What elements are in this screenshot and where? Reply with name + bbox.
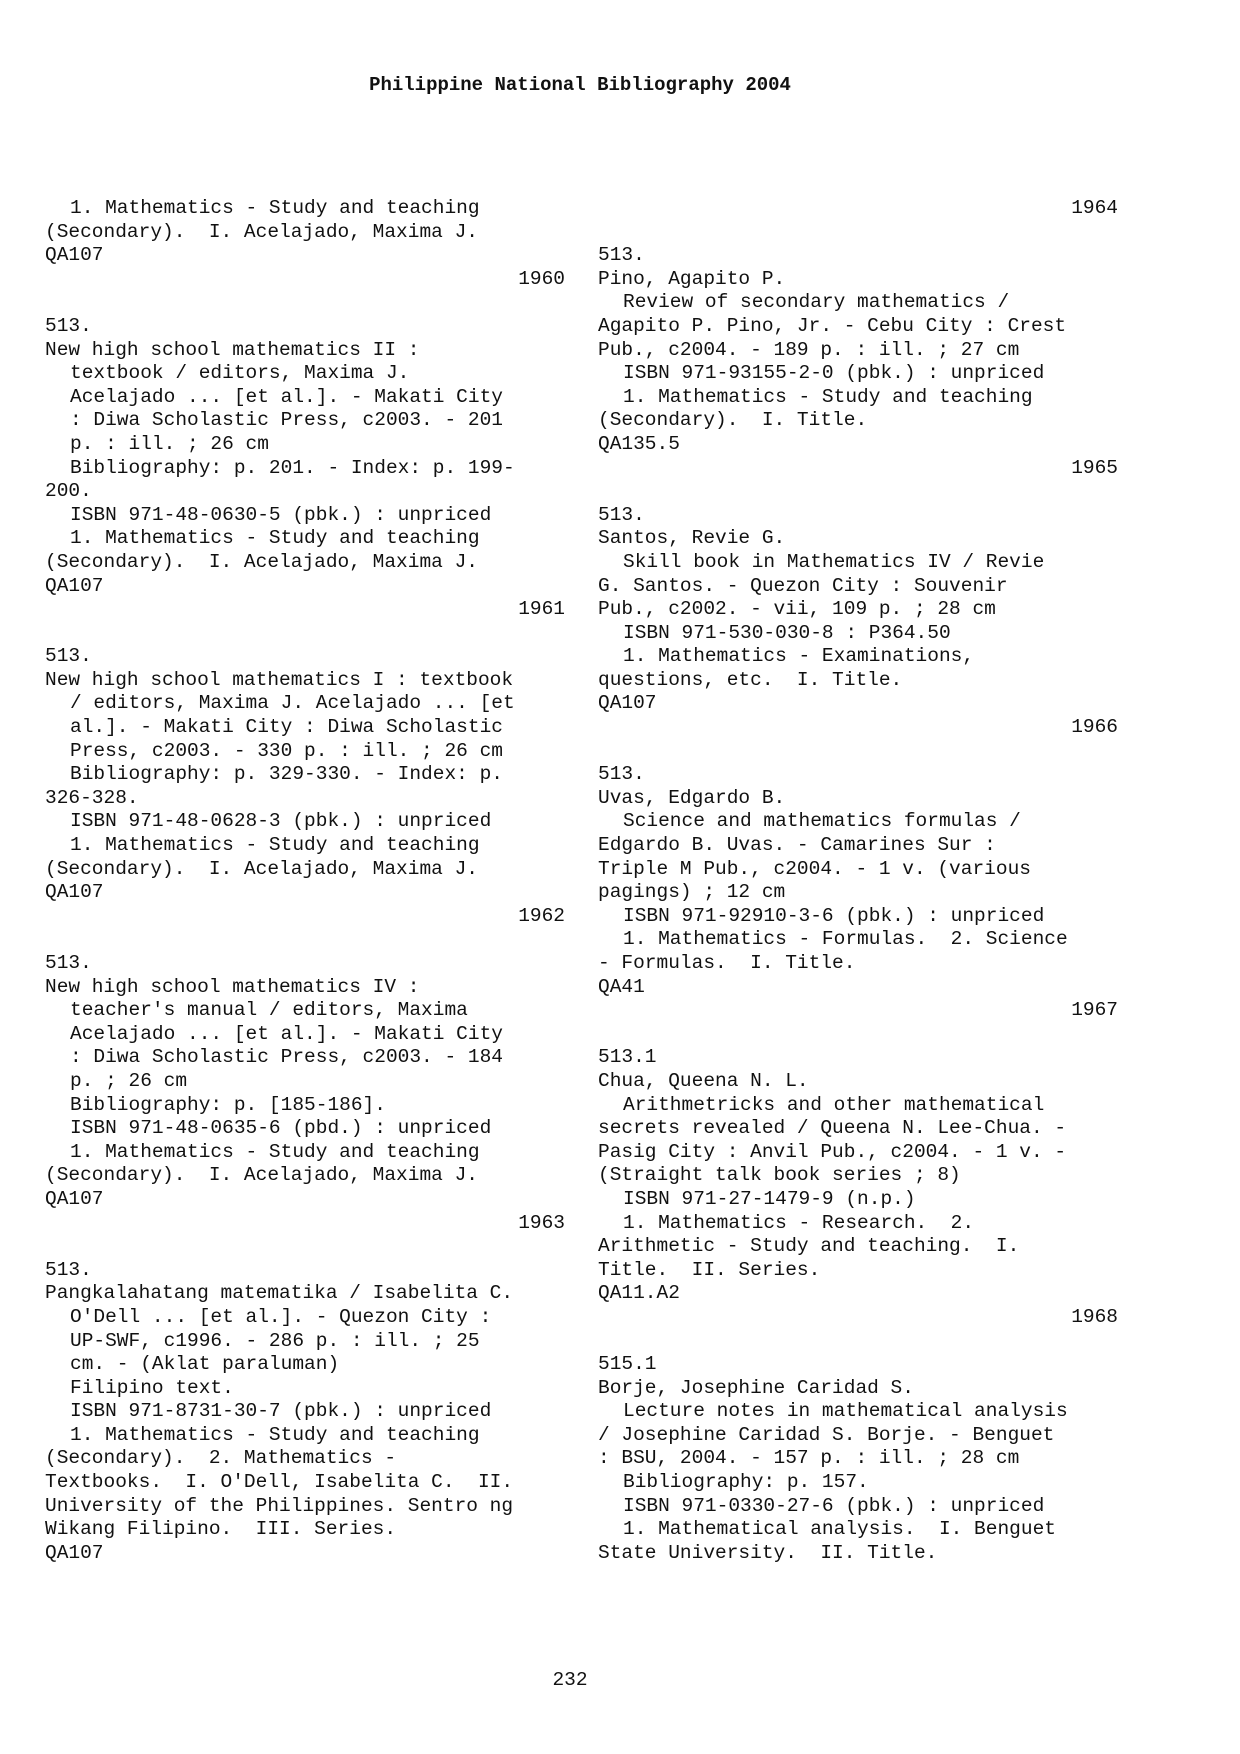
entry-line: Agapito P. Pino, Jr. - Cebu City : Crest [598, 314, 1067, 337]
entry-line: 513. [598, 763, 645, 786]
entry-line: pagings) ; 12 cm [598, 881, 786, 904]
entry-line: G. Santos. - Quezon City : Souvenir [598, 574, 1008, 597]
entry-line: Bibliography: p. 157. [623, 1471, 869, 1494]
entry-line: 1. Mathematics - Research. 2. [623, 1211, 975, 1234]
entry-line: Santos, Revie G. [598, 527, 786, 550]
entry-line: - Formulas. I. Title. [598, 952, 856, 974]
entry-line: Pino, Agapito P. [598, 267, 786, 290]
entry-line: 1. Mathematical analysis. I. Benguet [623, 1518, 1056, 1541]
entry-line: : Diwa Scholastic Press, c2003. - 201 [70, 409, 503, 432]
entry-line: (Straight talk book series ; 8) [598, 1164, 961, 1187]
entry-line: textbook / editors, Maxima J. [70, 362, 410, 385]
entry-line: 1. Mathematics - Study and teaching [70, 1140, 480, 1163]
entry-line: (Secondary). I. Acelajado, Maxima J. [45, 1164, 478, 1187]
entry-line: 200. [45, 480, 92, 503]
left-column [45, 197, 565, 1565]
entry-line: QA107 [45, 244, 104, 267]
entry-line: p. ; 26 cm [70, 1069, 188, 1092]
entry-line: Arithmetic - Study and teaching. I. [598, 1235, 1020, 1258]
entry-line: 1. Mathematics - Study and teaching [70, 1423, 480, 1446]
entry-line: ISBN 971-8731-30-7 (pbk.) : unpriced [70, 1400, 492, 1423]
entry-line: 513. [598, 244, 645, 267]
entry-line: Pub., c2004. - 189 p. : ill. ; 27 cm [598, 338, 1020, 361]
entry-line [598, 480, 1118, 504]
entry-line: (Secondary). I. Acelajado, Maxima J. [45, 550, 478, 573]
entry-line: ISBN 971-48-0628-3 (pbk.) : unpriced [70, 810, 492, 833]
entry-number: 1963 [518, 1211, 565, 1234]
entry-line: Acelajado ... [et al.]. - Makati City [70, 1022, 503, 1045]
entry-line: Triple M Pub., c2004. - 1 v. (various [598, 857, 1031, 880]
entry-line: 1. Mathematics - Study and teaching [623, 385, 1033, 408]
entry-line: ISBN 971-48-0635-6 (pbd.) : unpriced [70, 1117, 492, 1140]
entry-line: Uvas, Edgardo B. [598, 786, 786, 809]
entry-line: 515.1 [598, 1353, 657, 1376]
entry-line: / Josephine Caridad S. Borje. - Benguet [598, 1423, 1055, 1446]
entry-number: 1965 [1071, 456, 1118, 479]
entry-line: al.]. - Makati City : Diwa Scholastic [70, 716, 503, 739]
entry-line: New high school mathematics IV : [45, 975, 420, 998]
entry-line: (Secondary). I. Acelajado, Maxima J. [45, 857, 478, 880]
entry-number: 1964 [1071, 197, 1118, 219]
page-number: 232 [552, 1669, 588, 1691]
entry-line: : Diwa Scholastic Press, c2003. - 184 [70, 1046, 503, 1069]
entry-line: Arithmetricks and other mathematical [623, 1093, 1045, 1116]
entry-number: 1962 [518, 904, 565, 927]
entry-number: 1968 [1071, 1305, 1118, 1328]
entry-line: p. : ill. ; 26 cm [70, 432, 269, 455]
entry-line: QA107 [598, 692, 657, 715]
entry-line: QA107 [45, 1541, 104, 1564]
entry-line: 513.1 [598, 1046, 657, 1069]
entry-line: Bibliography: p. 201. - Index: p. 199- [70, 456, 515, 479]
entry-line: 513. [598, 503, 645, 526]
entry-line: ISBN 971-48-0630-5 (pbk.) : unpriced [70, 503, 492, 526]
entry-line: Borje, Josephine Caridad S. [598, 1376, 914, 1399]
entry-line: Skill book in Mathematics IV / Revie [623, 550, 1045, 573]
entry-line [598, 1023, 1118, 1047]
entry-line: Edgardo B. Uvas. - Camarines Sur : [598, 834, 996, 857]
entry-line: : BSU, 2004. - 157 p. : ill. ; 28 cm [598, 1447, 1020, 1470]
entry-line: ISBN 971-530-030-8 : P364.50 [623, 621, 951, 644]
entry-line: Acelajado ... [et al.]. - Makati City [70, 385, 503, 408]
page-title: Philippine National Bibliography 2004 [369, 74, 791, 96]
entry-line: UP-SWF, c1996. - 286 p. : ill. ; 25 [70, 1329, 480, 1352]
entry-line: QA41 [598, 975, 645, 998]
entry-line: QA107 [45, 881, 104, 904]
entry-line: 1. Mathematics - Examinations, [623, 645, 975, 668]
entry-line [45, 622, 565, 646]
entry-line: Review of secondary mathematics / [623, 291, 1010, 314]
entry-line: cm. - (Aklat paraluman) [70, 1353, 340, 1376]
entry-line: 513. [45, 952, 92, 974]
entry-line: Bibliography: p. [185-186]. [70, 1093, 386, 1116]
entry-line: 513. [45, 314, 92, 337]
entry-line: (Secondary). I. Acelajado, Maxima J. [45, 220, 478, 243]
entry-line: ISBN 971-92910-3-6 (pbk.) : unpriced [623, 904, 1045, 927]
entry-line: (Secondary). I. Title. [598, 409, 868, 432]
entry-number: 1961 [518, 598, 565, 621]
entry-line: Press, c2003. - 330 p. : ill. ; 26 cm [70, 739, 503, 762]
entry-line: 513. [45, 1258, 92, 1281]
entry-line: teacher's manual / editors, Maxima [70, 999, 468, 1022]
entry-line: 1. Mathematics - Study and teaching [70, 197, 480, 219]
entry-number: 1960 [518, 267, 565, 290]
entry-line: New high school mathematics II : [45, 338, 420, 361]
entry-line: 513. [45, 645, 92, 668]
entry-line: Pasig City : Anvil Pub., c2004. - 1 v. - [598, 1140, 1067, 1163]
entry-line: ISBN 971-0330-27-6 (pbk.) : unpriced [623, 1494, 1045, 1517]
entry-line: QA135.5 [598, 432, 680, 455]
entry-line: secrets revealed / Queena N. Lee-Chua. - [598, 1117, 1067, 1140]
entry-line: / editors, Maxima J. Acelajado ... [et [70, 692, 515, 715]
entry-line: Wikang Filipino. III. Series. [45, 1518, 397, 1541]
entry-line [598, 740, 1118, 764]
entry-line: (Secondary). 2. Mathematics - [45, 1447, 397, 1470]
entry-line: Chua, Queena N. L. [598, 1069, 809, 1092]
entry-line: QA107 [45, 574, 104, 597]
entry-line: Title. II. Series. [598, 1258, 821, 1281]
entry-number: 1967 [1071, 999, 1118, 1022]
entry-line: Bibliography: p. 329-330. - Index: p. [70, 763, 503, 786]
entry-line: New high school mathematics I : textbook [45, 668, 514, 691]
right-column [598, 197, 1118, 1565]
entry-line: questions, etc. I. Title. [598, 668, 903, 691]
entry-number: 1966 [1071, 716, 1118, 739]
entry-line [45, 1235, 565, 1259]
entry-line: Pub., c2002. - vii, 109 p. ; 28 cm [598, 598, 996, 621]
entry-line: Pangkalahatang matematika / Isabelita C. [45, 1282, 514, 1305]
entry-line: ISBN 971-93155-2-0 (pbk.) : unpriced [623, 362, 1045, 385]
entry-line: Textbooks. I. O'Dell, Isabelita C. II. [45, 1471, 514, 1494]
entry-line [598, 221, 1118, 245]
entry-line: State University. II. Title. [598, 1541, 938, 1564]
entry-line: Lecture notes in mathematical analysis [623, 1400, 1068, 1423]
entry-line: 326-328. [45, 786, 139, 809]
entry-line: 1. Mathematics - Formulas. 2. Science [623, 928, 1068, 951]
entry-line: Filipino text. [70, 1376, 234, 1399]
entry-line: University of the Philippines. Sentro ng [45, 1494, 514, 1517]
entry-line [45, 291, 565, 315]
entry-line: QA107 [45, 1187, 104, 1210]
entry-line: 1. Mathematics - Study and teaching [70, 834, 480, 857]
entry-line: ISBN 971-27-1479-9 (n.p.) [623, 1187, 916, 1210]
entry-line: 1. Mathematics - Study and teaching [70, 527, 480, 550]
entry-line [598, 1330, 1118, 1354]
entry-line: QA11.A2 [598, 1282, 680, 1305]
entry-line: Science and mathematics formulas / [623, 810, 1021, 833]
entry-line [45, 928, 565, 952]
entry-line: O'Dell ... [et al.]. - Quezon City : [70, 1305, 492, 1328]
